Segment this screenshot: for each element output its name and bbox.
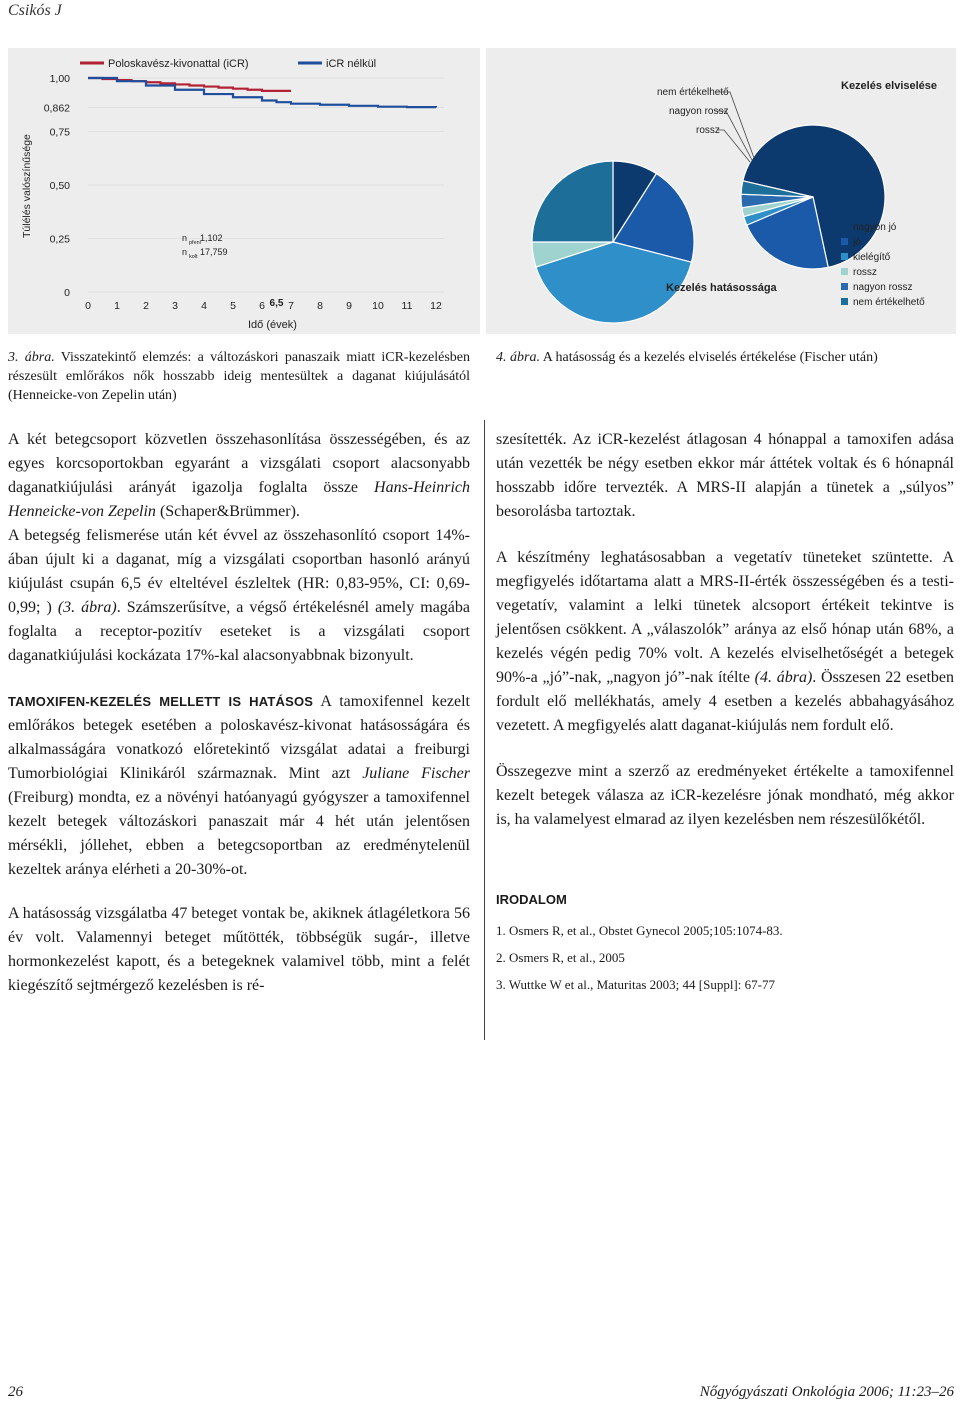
x-tick-label: 6 <box>259 300 265 312</box>
reference-item: 3. Wuttke W et al., Maturitas 2003; 44 [Suppl]: 67-77 <box>496 977 775 992</box>
x-tick-label: 2 <box>143 300 149 312</box>
paragraph-comparison-text: A két betegcsoport közvetlen összehasonlítása összességében, és az egyes korcsoportokban egyaránt a vizsgálati csoport alacsonyabb daganatkiújulási arányát igazolja foglalta össze <box>8 431 470 496</box>
legend-swatch <box>841 223 848 230</box>
legend-label: kielégítő <box>853 252 891 263</box>
paragraph-summary: Összegezve mint a szerző az eredményeket értékelte a tamoxifennel kezelt betegek válasza az iCR-kezelésre jónak mondható, még akkor is, ha valamelyest elmarad az ilyen kezelésben nem részesülőkétől. <box>496 763 954 828</box>
stat1-sub: pfeni <box>189 240 201 246</box>
legend-label: nagyon rossz <box>853 282 913 293</box>
legend-label: rossz <box>853 267 877 278</box>
survival-chart <box>8 48 480 334</box>
figure-4-caption <box>496 348 952 367</box>
y-tick-label: 1,00 <box>49 73 70 85</box>
y-tick-label: 0 <box>64 287 70 299</box>
left-column <box>8 428 470 1014</box>
y-tick-label: 0,862 <box>43 102 70 115</box>
x-tick-label: 6,5 <box>269 298 284 309</box>
x-tick-label: 4 <box>201 300 207 312</box>
y-tick-label: 0,25 <box>49 233 70 246</box>
paragraph-comparison <box>8 428 470 524</box>
x-tick-label: 12 <box>430 300 442 312</box>
running-head: Csikós J <box>8 2 62 19</box>
callout-bad: rossz <box>696 125 720 136</box>
figure-reference: (3. ábra) <box>57 599 117 616</box>
stat2-value: 17,759 <box>200 247 228 257</box>
paragraph-effect-text: A készítmény leghatásosabban a vegetatív tüneteket szüntette. A megfigyelés időtartama alatt a MRS-II-érték összességében és a testi-vegetatív, valamint a lelki tünetek alcsoport értékeit tekintve is jelentősen csökkent. A „válaszolók” aránya az első hónap után 68%, a kezelés végén pedig 70% volt. A kezelés elviselhetőségét a betegek 90%-a „jó”-nak, „nagyon jó”-nak ítélte <box>496 549 954 686</box>
y-tick-label: 0,50 <box>49 180 70 192</box>
author-name: Hans-Heinrich Henneicke-von Zepelin <box>8 479 470 520</box>
reference-list <box>496 922 954 994</box>
column-divider <box>484 420 485 1040</box>
paragraph-effect-end: . Összesen 22 esetben fordult elő mellékhatás, amely 4 esetben a kezelés abbahagyásához vezetett. A megfigyelés alatt daganat-kiújulás nem fordult elő. <box>496 669 955 734</box>
y-axis-label: Túlélés valószínűsége <box>21 134 33 238</box>
x-tick-label: 0 <box>85 300 91 312</box>
reference-item: 1. Osmers R, et al., Obstet Gynecol 2005;105:1074-83. <box>496 923 783 938</box>
x-axis-label: Idő (évek) <box>248 319 297 331</box>
figure-reference: (4. ábra) <box>754 669 813 686</box>
pie-tolerability <box>741 125 885 269</box>
x-tick-label: 11 <box>401 300 413 312</box>
stat1-n: n <box>182 233 188 243</box>
legend-swatch <box>841 298 848 305</box>
paragraph-results-text: A betegség felismerése után két évvel az összehasonlító csoport 14%-ában újult ki a daganat, míg a vizsgálati csoportban hasonló arányú kiújulást csupán 6,5 év elteltével észleltek (HR: 0,83-95%, CI: 0,69-0,99; ) <box>8 527 470 616</box>
paragraph-treatment: szesítették. Az iCR-kezelést átlagosan 4 hónappal a tamoxifen adása után vezették be négy esetben ekkor már áttétek voltak és 6 hónapnál hosszabb időre tervezték. A MRS-II alapján a tünetek a „súlyos” besorolásba tartoztak. <box>496 431 954 520</box>
x-tick-label: 10 <box>372 300 384 312</box>
legend-label: jó <box>853 237 861 248</box>
right-column <box>496 428 954 1003</box>
x-tick-label: 5 <box>230 300 236 312</box>
title-efficacy: Kezelés hatásossága <box>666 282 777 294</box>
legend-swatch <box>841 253 848 260</box>
legend-label-icr: Poloskavész-kivonattal (iCR) <box>108 58 249 70</box>
legend-swatch <box>841 238 848 245</box>
title-tolerability: Kezelés elviselése <box>841 80 938 92</box>
stat1-value: 1,102 <box>200 233 223 243</box>
paragraph-tamoxifen-text: A tamoxifennel kezelt emlőrákos betegek esetében a poloskavész-kivonat hatásosságára és alkalmasságára vonatkozó előretekintő vizsgálat adatai a freiburgi Tumorbiológiai Klinikáról származnak. Mint azt <box>8 693 470 782</box>
legend-label: nem értékelhető <box>853 297 925 308</box>
stat2-n: n <box>182 247 188 257</box>
page-number: 26 <box>8 1384 23 1400</box>
callout-very-bad: nagyon rossz <box>669 106 729 117</box>
legend-swatch <box>841 268 848 275</box>
stat2-sub: kolt <box>189 254 198 260</box>
author-name: Juliane Fischer <box>362 765 471 782</box>
paragraph-tamoxifen-end: (Freiburg) mondta, ez a növényi hatóanyagú gyógyszer a tamoxifennel kezelt betegek változáskori panaszait már 4 hét után jelentősen mérsékli, jóllehet, ebben a betegcsoportban az eredménytelenül kezeltek aránya elérheti a 20-30%-ot. <box>8 789 470 878</box>
x-tick-label: 7 <box>288 300 294 312</box>
figure-4-label: 4. ábra. <box>496 350 540 365</box>
x-tick-label: 9 <box>346 300 352 312</box>
figure-3-label: 3. ábra. <box>8 350 55 365</box>
y-tick-label: 0,75 <box>49 126 70 139</box>
callout-not-evaluable: nem értékelhető <box>657 87 729 98</box>
references <box>496 888 954 994</box>
paragraph-tamoxifen <box>8 690 470 882</box>
x-tick-label: 1 <box>114 300 120 312</box>
pie-efficacy <box>532 161 694 323</box>
section-heading: TAMOXIFEN-KEZELÉS MELLETT IS HATÁSOS <box>8 694 314 709</box>
paragraph-results-end: . Számszerűsítve, a végső értékelésnél amely magába foglalta a receptor-pozitív eseteket is a vizsgálati csoport daganatkiújulási kockázata 17%-kal alacsonyabbnak bizonyult. <box>8 599 470 664</box>
reference-item: 2. Osmers R, et al., 2005 <box>496 950 625 965</box>
x-tick-label: 3 <box>172 300 178 312</box>
paragraph-study: A hatásosság vizsgálatba 47 beteget vontak be, akiknek átlagéletkora 56 év volt. Valamennyi beteget műtötték, többségük sugár-, illetve hormonkezelést kapott, és a betegeknek valamivel több, mint a felét kiegészítő sejtmérgező kezelésben is ré- <box>8 905 470 994</box>
paragraph-results <box>8 524 470 668</box>
figure-3-caption <box>8 348 470 405</box>
legend-label-no-icr: iCR nélkül <box>326 58 377 70</box>
journal-citation: Nőgyógyászati Onkológia 2006; 11:23–26 <box>699 1384 954 1400</box>
figure-3-caption-text: Visszatekintő elemzés: a változáskori panaszaik miatt iCR-kezelésben részesült emlőrákos nők hosszabb ideig mentesültek a daganat kiújulásától (Henneicke-von Zepelin után) <box>8 350 471 403</box>
figure-4-caption-text: A hatásosság és a kezelés elviselés értékelése (Fischer után) <box>542 350 878 365</box>
legend-label: nagyon jó <box>853 222 897 233</box>
paragraph-effect <box>496 546 954 738</box>
figure-3-panel <box>8 48 480 334</box>
x-tick-label: 8 <box>317 300 323 312</box>
figure-4-panel <box>486 48 956 334</box>
references-heading: IRODALOM <box>496 892 567 907</box>
paragraph-comparison-end: (Schaper&Brümmer). <box>159 503 300 520</box>
pie-charts <box>486 48 956 334</box>
legend-swatch <box>841 283 848 290</box>
